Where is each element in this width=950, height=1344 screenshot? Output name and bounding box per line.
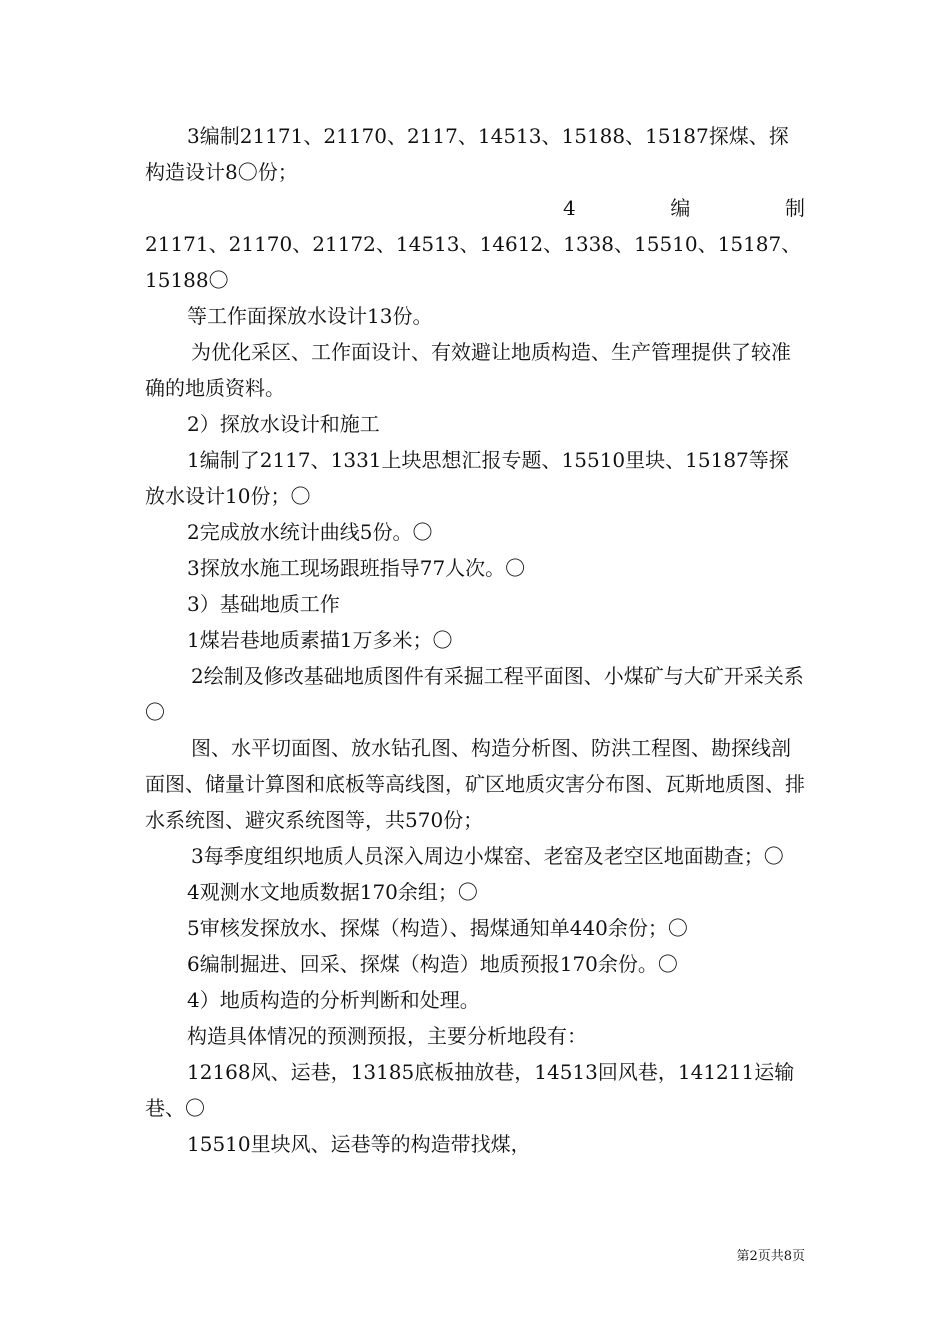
section-heading-4: 4）地质构造的分析判断和处理。 <box>187 988 480 1012</box>
paragraph-18: 构造具体情况的预测预报，主要分析地段有： <box>187 1024 587 1048</box>
paragraph-1: 3编制21171、21170、2117、14513、15188、15187探煤、探构造设计8〇份； <box>145 124 789 184</box>
paragraph-6: 1编制了2117、1331上块思想汇报专题、15510里块、15187等探放水设计10份；〇 <box>145 448 789 508</box>
page-number-footer: 第2页共8页 <box>736 1249 805 1264</box>
section-heading-2: 2）探放水设计和施工 <box>187 412 380 436</box>
paragraph-16: 6编制掘进、回采、探煤（构造）地质预报170余份。〇 <box>187 952 678 976</box>
paragraph-3: 等工作面探放水设计13份。 <box>187 304 433 328</box>
paragraph-8: 3探放水施工现场跟班指导77人次。〇 <box>187 556 526 580</box>
paragraph-11: 2绘制及修改基础地质图件有采掘工程平面图、小煤矿与大矿开采关系〇 <box>145 664 804 724</box>
paragraph-2-part-char2: 制 <box>784 196 805 220</box>
paragraph-10: 1煤岩巷地质素描1万多米；〇 <box>187 628 453 652</box>
paragraph-2-part-number: 4 <box>563 196 576 220</box>
paragraph-2-list: 21171、21170、21172、14513、14612、1338、15510、15187、15188〇 <box>145 232 802 292</box>
paragraph-20: 15510里块风、运巷等的构造带找煤， <box>187 1132 531 1156</box>
document-body <box>145 118 805 1162</box>
paragraph-2-part-char1: 编 <box>670 196 691 220</box>
paragraph-13: 3每季度组织地质人员深入周边小煤窑、老窑及老空区地面勘查；〇 <box>191 844 784 868</box>
paragraph-14: 4观测水文地质数据170余组；〇 <box>187 880 478 904</box>
paragraph-15: 5审核发探放水、探煤（构造）、揭煤通知单440余份；〇 <box>187 916 688 940</box>
paragraph-7: 2完成放水统计曲线5份。〇 <box>187 520 433 544</box>
paragraph-19: 12168风、运巷，13185底板抽放巷，14513回风巷，141211运输巷、〇 <box>145 1060 795 1120</box>
paragraph-2-heading-line <box>145 190 805 226</box>
paragraph-4: 为优化采区、工作面设计、有效避让地质构造、生产管理提供了较准确的地质资料。 <box>145 340 791 400</box>
paragraph-12: 图、水平切面图、放水钻孔图、构造分析图、防洪工程图、勘探线剖面图、储量计算图和底板等高线图，矿区地质灾害分布图、瓦斯地质图、排水系统图、避灾系统图等，共570份； <box>145 736 805 832</box>
section-heading-3: 3）基础地质工作 <box>187 592 340 616</box>
